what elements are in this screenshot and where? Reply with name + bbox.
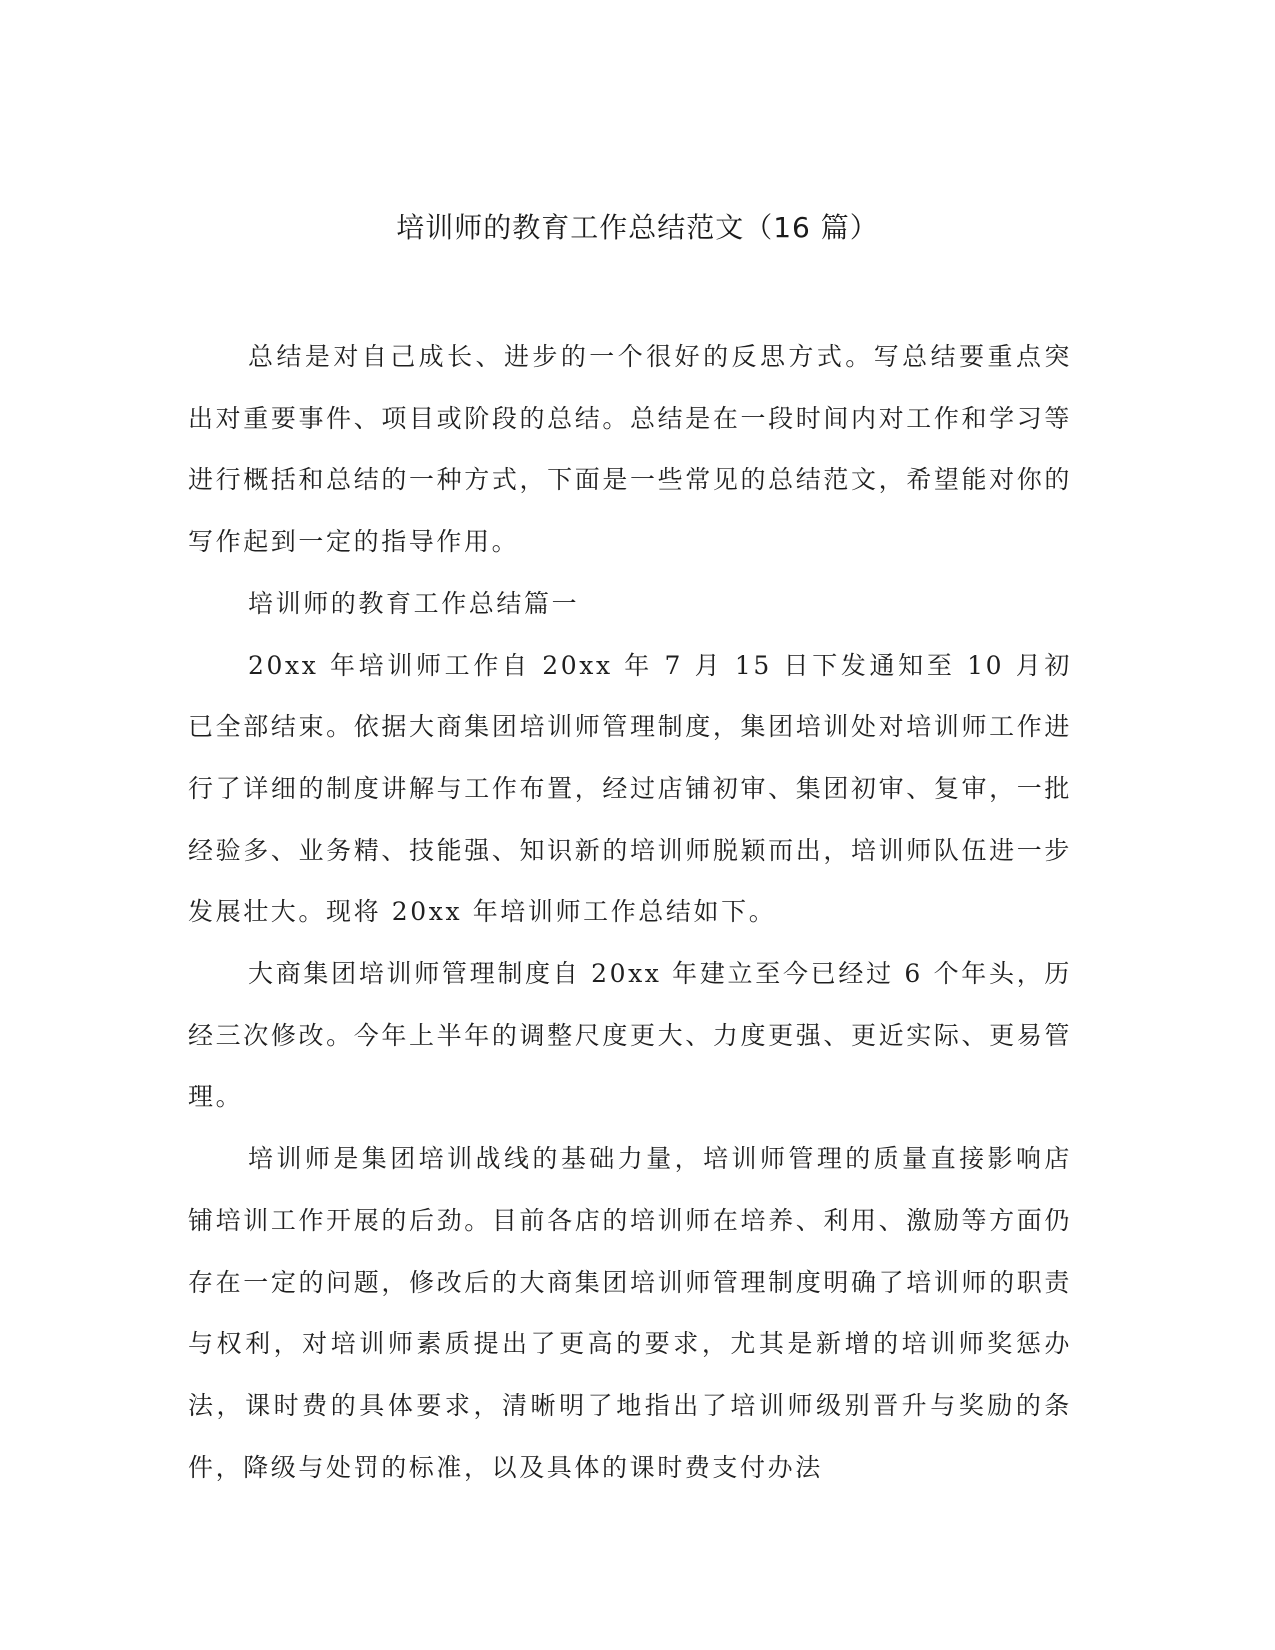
- section-heading: 培训师的教育工作总结篇一: [248, 588, 580, 618]
- body-paragraph: 大商集团培训师管理制度自 20xx 年建立至今已经过 6 个年头，历经三次修改。今年上半年的调整尺度更大、力度更强、更近实际、更易管理。: [188, 959, 1072, 1112]
- body-paragraph: 20xx 年培训师工作自 20xx 年 7 月 15 日下发通知至 10 月初已全部结束。依据大商集团培训师管理制度，集团培训处对培训师工作进行了详细的制度讲解与工作布置，经过店铺初审、集团初审、复审，一批经验多、业务精、技能强、知识新的培训师脱颖而出，培训师队伍进一步发展壮大。现将 20xx 年培训师工作总结如下。: [188, 650, 1072, 927]
- document-title: 培训师的教育工作总结范文（16 篇）: [396, 211, 879, 244]
- intro-paragraph: 总结是对自己成长、进步的一个很好的反思方式。写总结要重点突出对重要事件、项目或阶段的总结。总结是在一段时间内对工作和学习等进行概括和总结的一种方式，下面是一些常见的总结范文，希望能对你的写作起到一定的指导作用。: [188, 342, 1072, 557]
- body-paragraph: 培训师是集团培训战线的基础力量，培训师管理的质量直接影响店铺培训工作开展的后劲。目前各店的培训师在培养、利用、激励等方面仍存在一定的问题，修改后的大商集团培训师管理制度明确了培训师的职责与权利，对培训师素质提出了更高的要求，尤其是新增的培训师奖惩办法，课时费的具体要求，清晰明了地指出了培训师级别晋升与奖励的条件，降级与处罚的标准，以及具体的课时费支付办法: [188, 1144, 1072, 1482]
- document-body: [188, 326, 1072, 1498]
